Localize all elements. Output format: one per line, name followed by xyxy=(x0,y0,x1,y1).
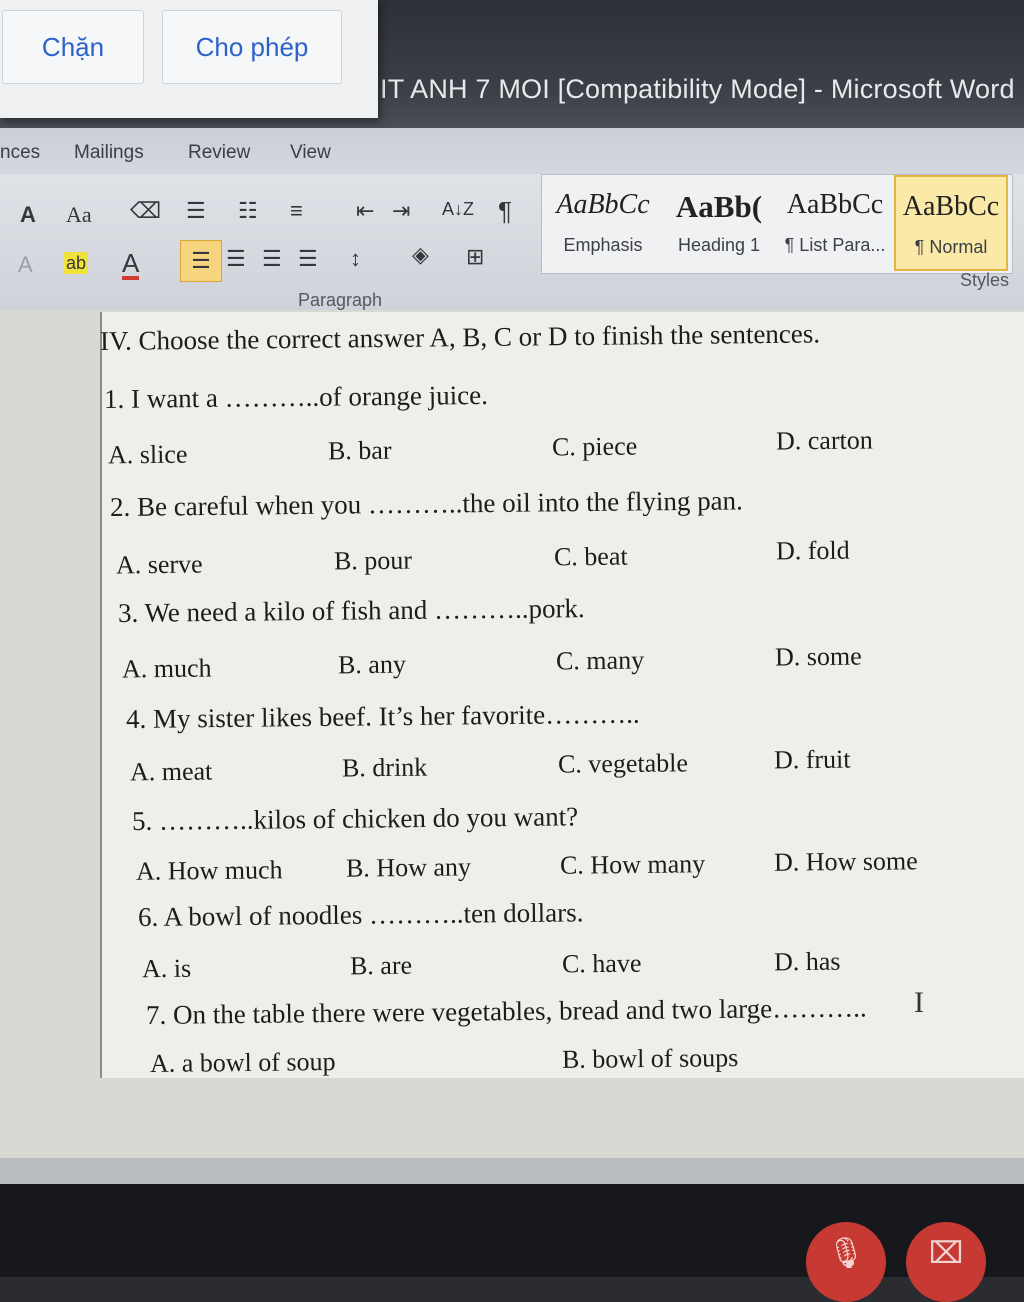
q3-option-a: A. much xyxy=(121,653,212,684)
align-right-icon[interactable]: ☰ xyxy=(262,246,282,271)
exercise-heading: IV. Choose the correct answer A, B, C or D to finish the sentences. xyxy=(99,318,821,356)
block-button[interactable]: Chặn xyxy=(2,10,144,84)
camera-off-icon[interactable]: ⌧ xyxy=(906,1222,986,1302)
align-center-icon[interactable]: ☰ xyxy=(226,246,246,271)
clear-format-icon[interactable]: ⌫ xyxy=(130,198,162,223)
q5-option-a: A. How much xyxy=(135,855,283,886)
justify-icon[interactable]: ☰ xyxy=(298,246,318,271)
numbering-icon[interactable]: ☷ xyxy=(238,198,258,223)
q2-option-c: C. beat xyxy=(553,541,628,572)
ribbon-tabs xyxy=(0,128,1024,174)
tab-mailings[interactable]: Mailings xyxy=(74,142,144,163)
bullets-icon[interactable]: ☰ xyxy=(186,198,206,223)
tab-view[interactable]: View xyxy=(290,142,331,163)
q6-option-c: C. have xyxy=(561,948,642,979)
q1-option-c: C. piece xyxy=(551,431,638,462)
shading-icon[interactable]: ◈ xyxy=(412,242,429,267)
highlight-button[interactable]: ab xyxy=(66,253,87,273)
window-title: IT ANH 7 MOI [Compatibility Mode] - Microsoft Word xyxy=(380,74,1015,104)
q5-option-b: B. How any xyxy=(345,852,472,883)
align-left-icon[interactable]: ☰ xyxy=(180,240,222,282)
q7-option-b: B. bowl of soups xyxy=(561,1043,739,1074)
text-cursor-icon: I xyxy=(914,986,924,1019)
question-3: 3. We need a kilo of fish and ………..pork. xyxy=(117,593,585,628)
mute-microphone-icon[interactable]: 🎙 xyxy=(806,1222,886,1302)
style-list-paragraph[interactable]: AaBbCc ¶ List Para... xyxy=(784,189,886,255)
decrease-indent-icon[interactable]: ⇤ xyxy=(356,198,375,223)
q3-option-b: B. any xyxy=(337,649,407,680)
increase-indent-icon[interactable]: ⇥ xyxy=(392,198,411,223)
q4-option-d: D. fruit xyxy=(773,744,851,775)
q2-option-a: A. serve xyxy=(115,549,203,580)
question-4: 4. My sister likes beef. It’s her favorite……….. xyxy=(125,698,640,734)
q1-option-a: A. slice xyxy=(107,439,188,470)
q5-option-d: D. How some xyxy=(773,846,918,877)
multilevel-list-icon[interactable]: ≡ xyxy=(290,198,303,223)
q3-option-c: C. many xyxy=(555,645,645,676)
q5-option-c: C. How many xyxy=(559,849,706,880)
tab-review[interactable]: Review xyxy=(188,142,251,163)
question-2: 2. Be careful when you ………..the oil into the flying pan. xyxy=(109,485,743,522)
tab-references[interactable]: nces xyxy=(0,142,41,163)
q4-option-b: B. drink xyxy=(341,752,428,783)
sort-button[interactable]: A↓Z xyxy=(442,199,475,219)
grow-font-button[interactable]: A xyxy=(20,202,36,227)
show-formatting-button[interactable]: ¶ xyxy=(498,196,512,226)
styles-group-label: Styles xyxy=(960,270,1010,290)
font-color-button[interactable]: A xyxy=(122,248,140,278)
q4-option-c: C. vegetable xyxy=(557,748,689,779)
q6-option-d: D. has xyxy=(773,946,841,977)
q3-option-d: D. some xyxy=(774,641,862,672)
paragraph-group-label: Paragraph xyxy=(298,290,383,310)
permission-popup xyxy=(0,0,378,118)
status-bar xyxy=(0,1158,1024,1184)
question-7: 7. On the table there were vegetables, bread and two large……….. xyxy=(145,992,867,1030)
q7-option-a: A. a bowl of soup xyxy=(149,1047,336,1078)
q6-option-b: B. are xyxy=(349,950,413,981)
style-emphasis[interactable]: AaBbCc Emphasis xyxy=(556,189,650,255)
question-6: 6. A bowl of noodles ………..ten dollars. xyxy=(137,897,584,932)
q2-option-d: D. fold xyxy=(775,535,850,566)
text-effects-icon[interactable]: A xyxy=(18,252,33,277)
question-5: 5. ………..kilos of chicken do you want? xyxy=(131,801,579,836)
q1-option-d: D. carton xyxy=(775,425,873,456)
change-case-button[interactable]: Aa xyxy=(66,202,92,227)
style-heading-1[interactable]: AaBb( Heading 1 xyxy=(675,189,763,255)
style-normal[interactable]: AaBbCc ¶ Normal xyxy=(894,175,1008,271)
styles-gallery xyxy=(541,174,1013,274)
q2-option-b: B. pour xyxy=(333,545,413,576)
allow-button[interactable]: Cho phép xyxy=(162,10,342,84)
q4-option-a: A. meat xyxy=(129,756,213,787)
q6-option-a: A. is xyxy=(141,953,192,984)
q1-option-b: B. bar xyxy=(327,435,392,466)
question-1: 1. I want a ………..of orange juice. xyxy=(103,379,489,414)
ribbon xyxy=(0,174,1024,312)
line-spacing-icon[interactable]: ↕ xyxy=(350,246,361,271)
borders-icon[interactable]: ⊞ xyxy=(466,244,485,269)
